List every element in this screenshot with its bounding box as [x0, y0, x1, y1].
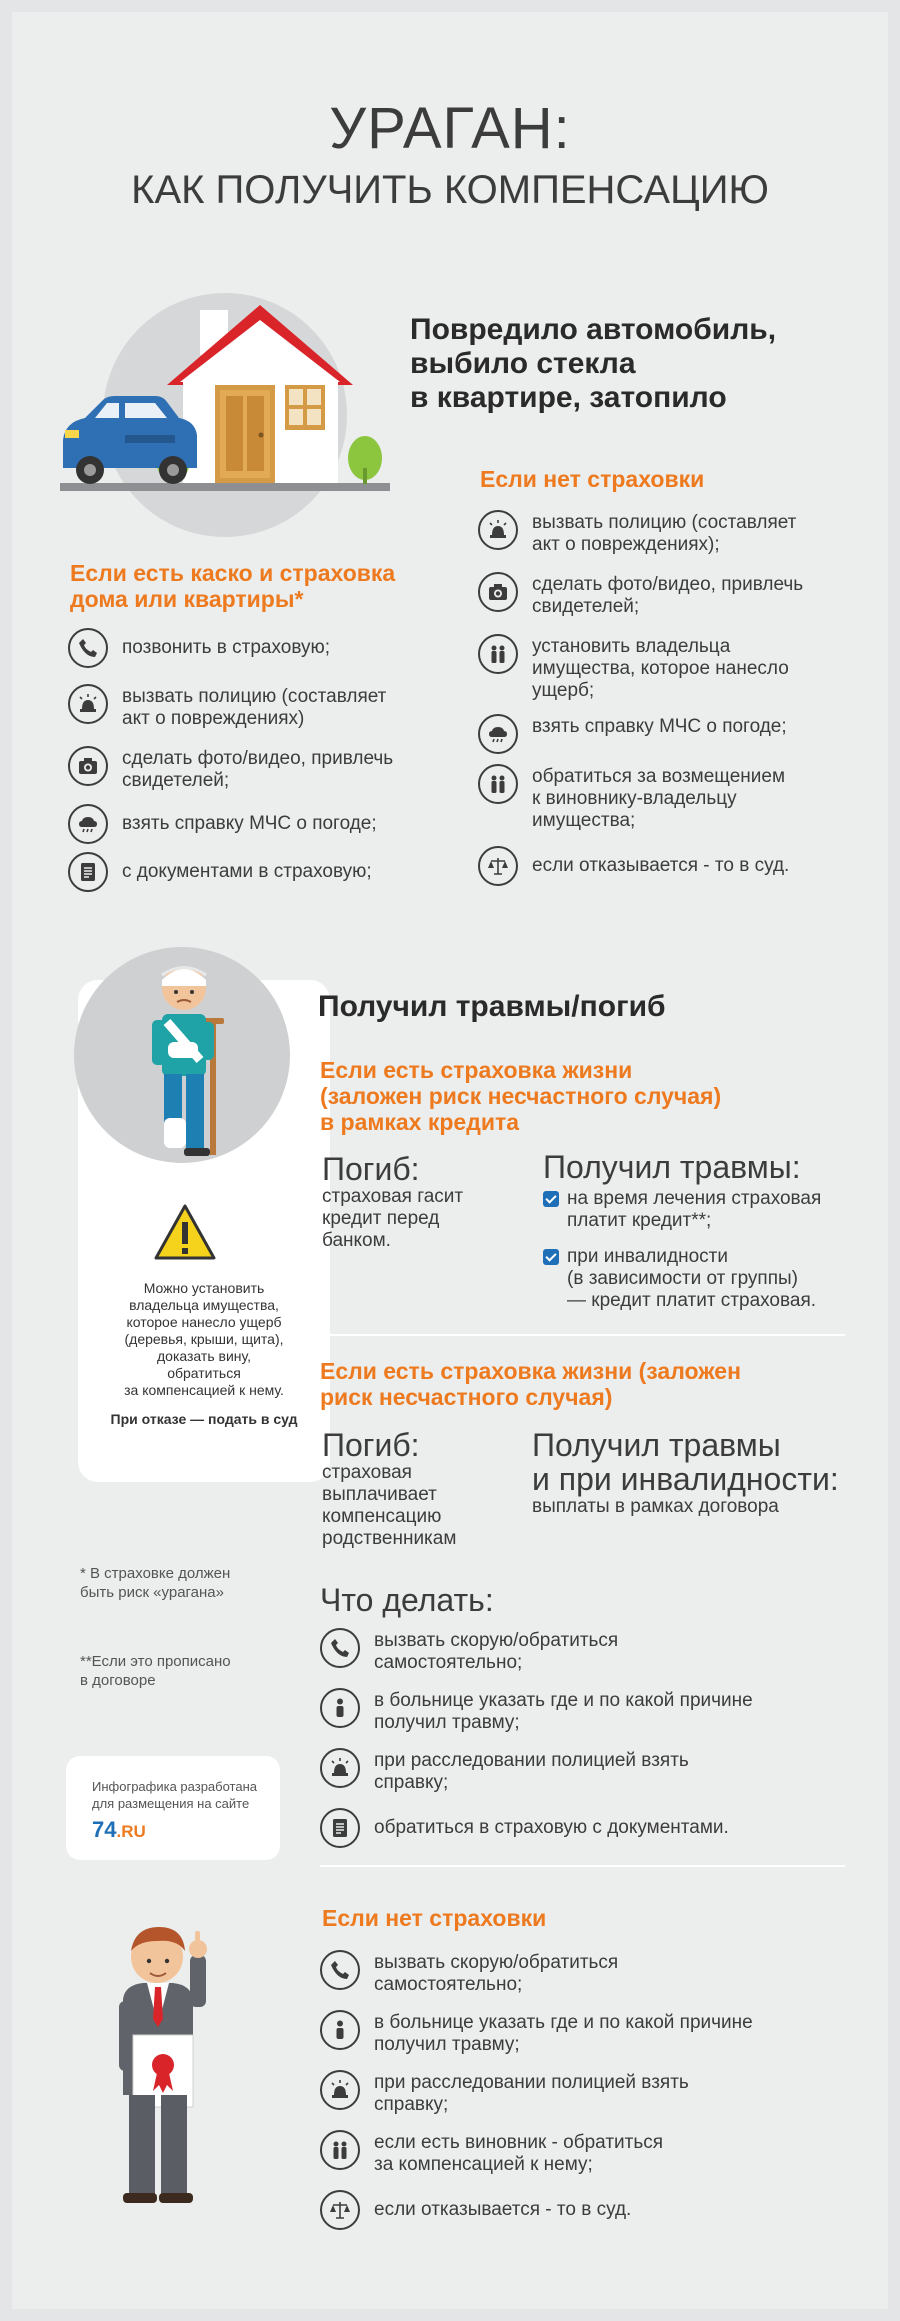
- list-item: вызвать скорую/обратиться самостоятельно;: [320, 1628, 860, 1674]
- list-item: в больнице указать где и по какой причине получил травму;: [320, 1688, 860, 1734]
- life-credit-died: Погиб: страховая гасит кредит перед банком.: [322, 1151, 464, 1251]
- list-item: если отказывается - то в суд.: [320, 2190, 860, 2230]
- footnote-1: * В страховке должен быть риск «урагана»: [80, 1565, 231, 1601]
- list-item: при расследовании полицией взять справку;: [320, 1748, 860, 1794]
- list-item: если есть виновник - обратиться за компенсацией к нему;: [320, 2130, 860, 2176]
- check-item: на время лечения страховая платит кредит**;: [543, 1188, 873, 1232]
- footnote-2: **Если это прописано в договоре: [80, 1653, 231, 1689]
- list-item: вызвать скорую/обратиться самостоятельно;: [320, 1950, 860, 1996]
- main-subtitle: КАК ПОЛУЧИТЬ КОМПЕНСАЦИЮ: [131, 168, 769, 212]
- list-item: взять справку МЧС о погоде;: [478, 714, 878, 754]
- list-item: если отказывается - то в суд.: [478, 846, 878, 886]
- phone-icon: [68, 628, 108, 668]
- list-item: сделать фото/видео, привлечь свидетелей;: [68, 746, 468, 792]
- police-siren-icon: [320, 2070, 360, 2110]
- scales-icon: [478, 846, 518, 886]
- list-item: вызвать полицию (составляет акт о повреждениях): [68, 684, 468, 730]
- person-icon: [320, 1688, 360, 1728]
- main-title: УРАГАН:: [329, 96, 571, 161]
- divider: [320, 1865, 845, 1867]
- phone-icon: [320, 1950, 360, 1990]
- warning-bold-text: При отказе — подать в суд: [110, 1411, 298, 1427]
- checkmark-icon: [543, 1191, 559, 1207]
- people-icon: [478, 634, 518, 674]
- section1-heading: Повредило автомобиль, выбило стекла в квартире, затопило: [410, 313, 777, 414]
- credits-text: Инфографика разработана для размещения на сайте: [92, 1779, 257, 1811]
- camera-icon: [478, 572, 518, 612]
- camera-icon: [68, 746, 108, 786]
- weather-cloud-icon: [478, 714, 518, 754]
- injured-person-illustration: [72, 930, 292, 1180]
- list-item: позвонить в страховую;: [68, 628, 468, 668]
- scales-icon: [320, 2190, 360, 2230]
- document-icon: [68, 852, 108, 892]
- businessman-illustration: [95, 1915, 255, 2215]
- check-item: при инвалидности (в зависимости от группы) — кредит платит страховая.: [543, 1246, 873, 1312]
- life-risk-died: Погиб: страховая выплачивает компенсацию родственникам: [322, 1427, 457, 1549]
- list-item: обратиться в страховую с документами.: [320, 1808, 860, 1848]
- section1-with-insurance-heading: Если есть каско и страховка дома или квартиры*: [70, 560, 396, 612]
- life-risk-injured: Получил травмы и при инвалидности: выплаты в рамках договора: [532, 1427, 839, 1517]
- section2-no-insurance-heading: Если нет страховки: [322, 1905, 547, 1931]
- section1-no-insurance-heading: Если нет страховки: [480, 466, 705, 492]
- list-item: в больнице указать где и по какой причине получил травму;: [320, 2010, 860, 2056]
- list-item: взять справку МЧС о погоде;: [68, 804, 468, 844]
- person-icon: [320, 2010, 360, 2050]
- document-icon: [320, 1808, 360, 1848]
- list-item: вызвать полицию (составляет акт о повреждениях);: [478, 510, 878, 556]
- site-logo[interactable]: 74.RU: [92, 1817, 146, 1842]
- house-car-illustration: [55, 290, 395, 540]
- list-item: обратиться за возмещением к виновнику-владельцу имущества;: [478, 764, 878, 832]
- list-item: сделать фото/видео, привлечь свидетелей;: [478, 572, 878, 618]
- life-credit-injured: Получил травмы: на время лечения страховая платит кредит**; при инвалидности (в зависимости от группы) — кредит платит страховая.: [543, 1150, 873, 1326]
- todo-list: [320, 1628, 860, 1860]
- people-icon: [478, 764, 518, 804]
- police-siren-icon: [68, 684, 108, 724]
- warning-sign-icon: [154, 1204, 216, 1260]
- phone-icon: [320, 1628, 360, 1668]
- section2-heading: Получил травмы/погиб: [318, 990, 666, 1023]
- life-risk-heading: Если есть страховка жизни (заложен риск несчастного случая): [320, 1358, 741, 1410]
- weather-cloud-icon: [68, 804, 108, 844]
- list-item: с документами в страховую;: [68, 852, 468, 892]
- police-siren-icon: [320, 1748, 360, 1788]
- people-icon: [320, 2130, 360, 2170]
- warning-text: Можно установить владельца имущества, которое нанесло ущерб (деревья, крыши, щита), доказать вину, обратиться за компенсацией к нему. При отказе — подать в суд: [78, 1280, 330, 1428]
- list-item: установить владельца имущества, которое нанесло ущерб;: [478, 634, 878, 702]
- divider: [320, 1334, 845, 1336]
- police-siren-icon: [478, 510, 518, 550]
- todo-title: Что делать:: [320, 1582, 494, 1618]
- section2-no-insurance-list: [320, 1950, 860, 2242]
- section1-no-insurance-list: [478, 510, 878, 898]
- list-item: при расследовании полицией взять справку;: [320, 2070, 860, 2116]
- checkmark-icon: [543, 1249, 559, 1265]
- life-credit-heading: Если есть страховка жизни (заложен риск несчастного случая) в рамках кредита: [320, 1057, 722, 1135]
- section1-with-insurance-list: [68, 628, 468, 904]
